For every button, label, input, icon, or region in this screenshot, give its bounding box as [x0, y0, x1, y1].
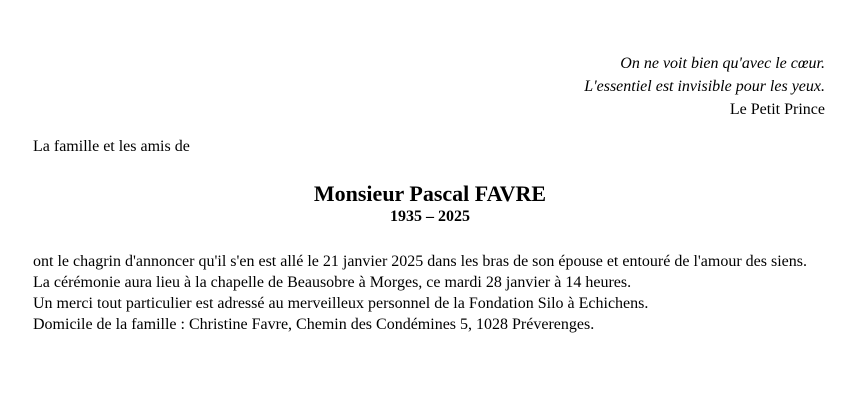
announcement-body — [33, 251, 808, 335]
epigraph-author: Le Petit Prince — [729, 101, 825, 118]
deceased-name: Monsieur Pascal FAVRE — [313, 181, 547, 206]
ceremony-paragraph: La cérémonie aura lieu à la chapelle de Beausobre à Morges, ce mardi 28 janvier à 14 heures. — [33, 274, 632, 291]
deceased-years: 1935 – 2025 — [390, 208, 470, 225]
deceased-block — [0, 181, 860, 227]
intro-text: La famille et les amis de — [33, 138, 190, 155]
epigraph-line: L'essentiel est invisible pour les yeux. — [584, 78, 825, 95]
epigraph-line: On ne voit bien qu'avec le cœur. — [620, 55, 825, 72]
epigraph — [584, 52, 825, 121]
announcement-paragraph: ont le chagrin d'annoncer qu'il s'en est allé le 21 janvier 2025 dans les bras de son épouse et entouré de l'amour des siens. — [33, 253, 807, 270]
thanks-paragraph: Un merci tout particulier est adressé au merveilleux personnel de la Fondation Silo à Echichens. — [33, 295, 649, 312]
family-address-paragraph: Domicile de la famille : Christine Favre, Chemin des Condémines 5, 1028 Préverenges. — [33, 316, 595, 333]
